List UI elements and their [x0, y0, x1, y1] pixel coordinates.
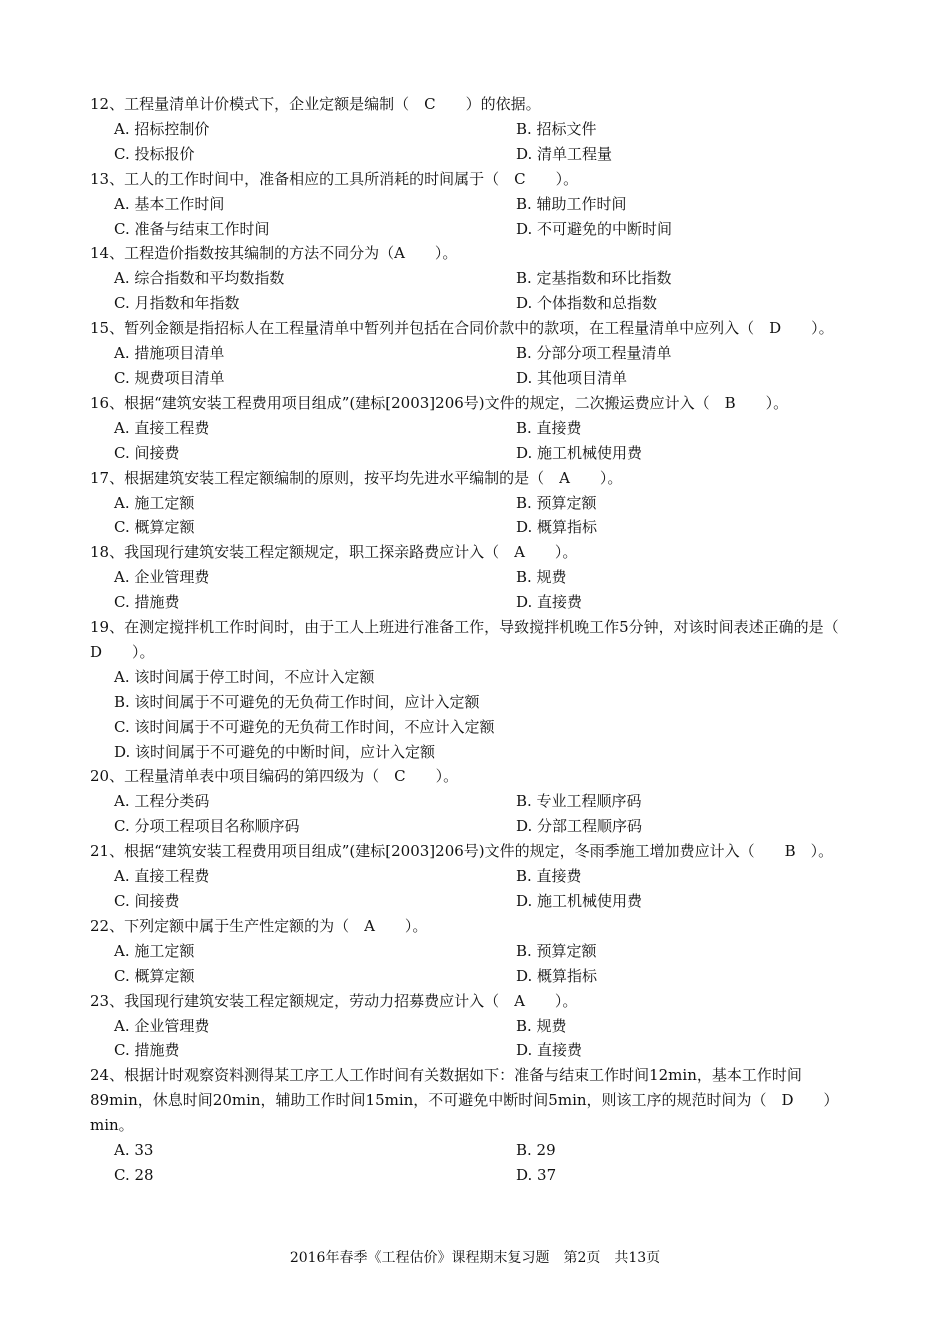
option-list: [90, 864, 860, 914]
question-block: [90, 316, 860, 391]
answer-option: B. 直接费: [516, 418, 582, 437]
answer-option: D. 该时间属于不可避免的中断时间，应计入定额: [114, 742, 436, 761]
answer-option: B. 该时间属于不可避免的无负荷工作时间，应计入定额: [114, 692, 480, 711]
answer-option: D. 施工机械使用费: [516, 892, 643, 910]
question-stem: 21、根据“建筑安装工程费用项目组成”(建标[2003]206号)文件的规定，冬雨季施工增加费应计入（ B ）。: [90, 842, 834, 861]
answer-option: D. 个体指数和总指数: [516, 294, 658, 313]
answer-option: B. 分部分项工程量清单: [516, 344, 672, 363]
question-stem: 22、下列定额中属于生产性定额的为（ A ）。: [90, 916, 428, 935]
question-block: [90, 989, 860, 1064]
question-stem: 17、根据建筑安装工程定额编制的原则，按平均先进水平编制的是（ A ）。: [90, 468, 623, 487]
option-list: [90, 341, 860, 391]
answer-option: B. 预算定额: [516, 941, 597, 960]
question-stem: 12、工程量清单计价模式下，企业定额是编制（ C ）的依据。: [90, 95, 541, 113]
option-list: [90, 939, 860, 989]
question-block: [90, 914, 860, 989]
answer-option: A. 施工定额: [114, 493, 195, 512]
option-list: [90, 192, 860, 242]
question-block: [90, 540, 860, 615]
question-stem: 20、工程量清单表中项目编码的第四级为（ C ）。: [90, 767, 459, 786]
answer-option: A. 直接工程费: [114, 867, 210, 886]
question-stem: 13、工人的工作时间中，准备相应的工具所消耗的时间属于（ C ）。: [90, 169, 579, 188]
answer-option: C. 该时间属于不可避免的无负荷工作时间，不应计入定额: [114, 717, 495, 736]
answer-option: C. 准备与结束工作时间: [114, 219, 270, 238]
answer-option: C. 投标报价: [114, 144, 195, 163]
answer-option: C. 概算定额: [114, 518, 195, 537]
question-block: [90, 241, 860, 316]
answer-option: C. 分项工程项目名称顺序码: [114, 817, 300, 836]
question-stem: 15、暂列金额是指招标人在工程量清单中暂列并包括在合同价款中的款项，在工程量清单中应列入（ D ）。: [90, 319, 834, 338]
answer-option: D. 直接费: [516, 593, 583, 612]
answer-option: D. 其他项目清单: [516, 368, 628, 387]
question-block: [90, 466, 860, 541]
answer-option: C. 概算定额: [114, 966, 195, 985]
answer-option: C. 措施费: [114, 593, 180, 612]
question-block: [90, 1063, 860, 1188]
answer-option: B. 规费: [516, 1016, 567, 1035]
answer-option: A. 招标控制价: [114, 119, 210, 138]
option-list: [90, 1138, 860, 1188]
question-block: [90, 764, 860, 839]
answer-option: B. 直接费: [516, 867, 582, 886]
answer-option: A. 企业管理费: [114, 1016, 210, 1035]
option-list: [90, 789, 860, 839]
answer-option: D. 不可避免的中断时间: [516, 219, 673, 238]
option-list: [90, 1014, 860, 1064]
question-list: [90, 92, 860, 1188]
question-block: [90, 167, 860, 242]
page-footer: 2016年春季《工程估价》课程期末复习题 第2页 共13页: [289, 1250, 661, 1266]
option-list: [90, 491, 860, 541]
answer-option: C. 规费项目清单: [114, 368, 225, 387]
question-stem: 14、工程造价指数按其编制的方法不同分为（A ）。: [90, 244, 458, 263]
option-list: [90, 665, 860, 765]
answer-option: D. 概算指标: [516, 518, 598, 537]
answer-option: B. 定基指数和环比指数: [516, 269, 672, 288]
answer-option: A. 该时间属于停工时间，不应计入定额: [114, 667, 375, 686]
answer-option: D. 概算指标: [516, 966, 598, 985]
answer-option: A. 直接工程费: [114, 418, 210, 437]
option-list: [90, 266, 860, 316]
answer-option: A. 33: [114, 1141, 154, 1160]
answer-option: A. 工程分类码: [114, 792, 210, 811]
question-stem: 24、根据计时观察资料测得某工序工人工作时间有关数据如下：准备与结束工作时间12min，基本工作时间89min，休息时间20min，辅助工作时间15min，不可避免中断时间5min，则该工序的规范时间为（ D ）min。: [90, 1066, 839, 1135]
answer-option: C. 措施费: [114, 1041, 180, 1060]
answer-option: B. 辅助工作时间: [516, 194, 627, 213]
answer-option: B. 29: [516, 1141, 556, 1160]
option-list: [90, 416, 860, 466]
question-stem: 23、我国现行建筑安装工程定额规定，劳动力招募费应计入（ A ）。: [90, 991, 578, 1010]
question-block: [90, 92, 860, 167]
question-stem: 16、根据“建筑安装工程费用项目组成”(建标[2003]206号)文件的规定，二次搬运费应计入（ B ）。: [90, 393, 789, 412]
answer-option: A. 施工定额: [114, 941, 195, 960]
answer-option: C. 间接费: [114, 443, 180, 462]
question-block: [90, 839, 860, 914]
option-list: [90, 117, 860, 167]
answer-option: C. 28: [114, 1165, 154, 1184]
question-block: [90, 391, 860, 466]
answer-option: C. 月指数和年指数: [114, 294, 240, 313]
answer-option: A. 措施项目清单: [114, 344, 225, 363]
question-stem: 18、我国现行建筑安装工程定额规定，职工探亲路费应计入（ A ）。: [90, 543, 578, 562]
answer-option: D. 施工机械使用费: [516, 443, 643, 462]
answer-option: B. 专业工程顺序码: [516, 792, 642, 811]
answer-option: D. 清单工程量: [516, 144, 613, 163]
option-list: [90, 565, 860, 615]
answer-option: A. 综合指数和平均数指数: [114, 269, 285, 288]
answer-option: B. 规费: [516, 568, 567, 587]
answer-option: D. 分部工程顺序码: [516, 817, 643, 836]
answer-option: C. 间接费: [114, 892, 180, 910]
answer-option: A. 企业管理费: [114, 568, 210, 587]
answer-option: A. 基本工作时间: [114, 194, 225, 213]
question-block: [90, 615, 860, 764]
answer-option: D. 37: [516, 1165, 557, 1184]
answer-option: D. 直接费: [516, 1041, 583, 1060]
answer-option: B. 招标文件: [516, 119, 597, 138]
question-stem: 19、在测定搅拌机工作时间时，由于工人上班进行准备工作，导致搅拌机晚工作5分钟，对该时间表述正确的是（ D ）。: [90, 618, 854, 661]
answer-option: B. 预算定额: [516, 493, 597, 512]
